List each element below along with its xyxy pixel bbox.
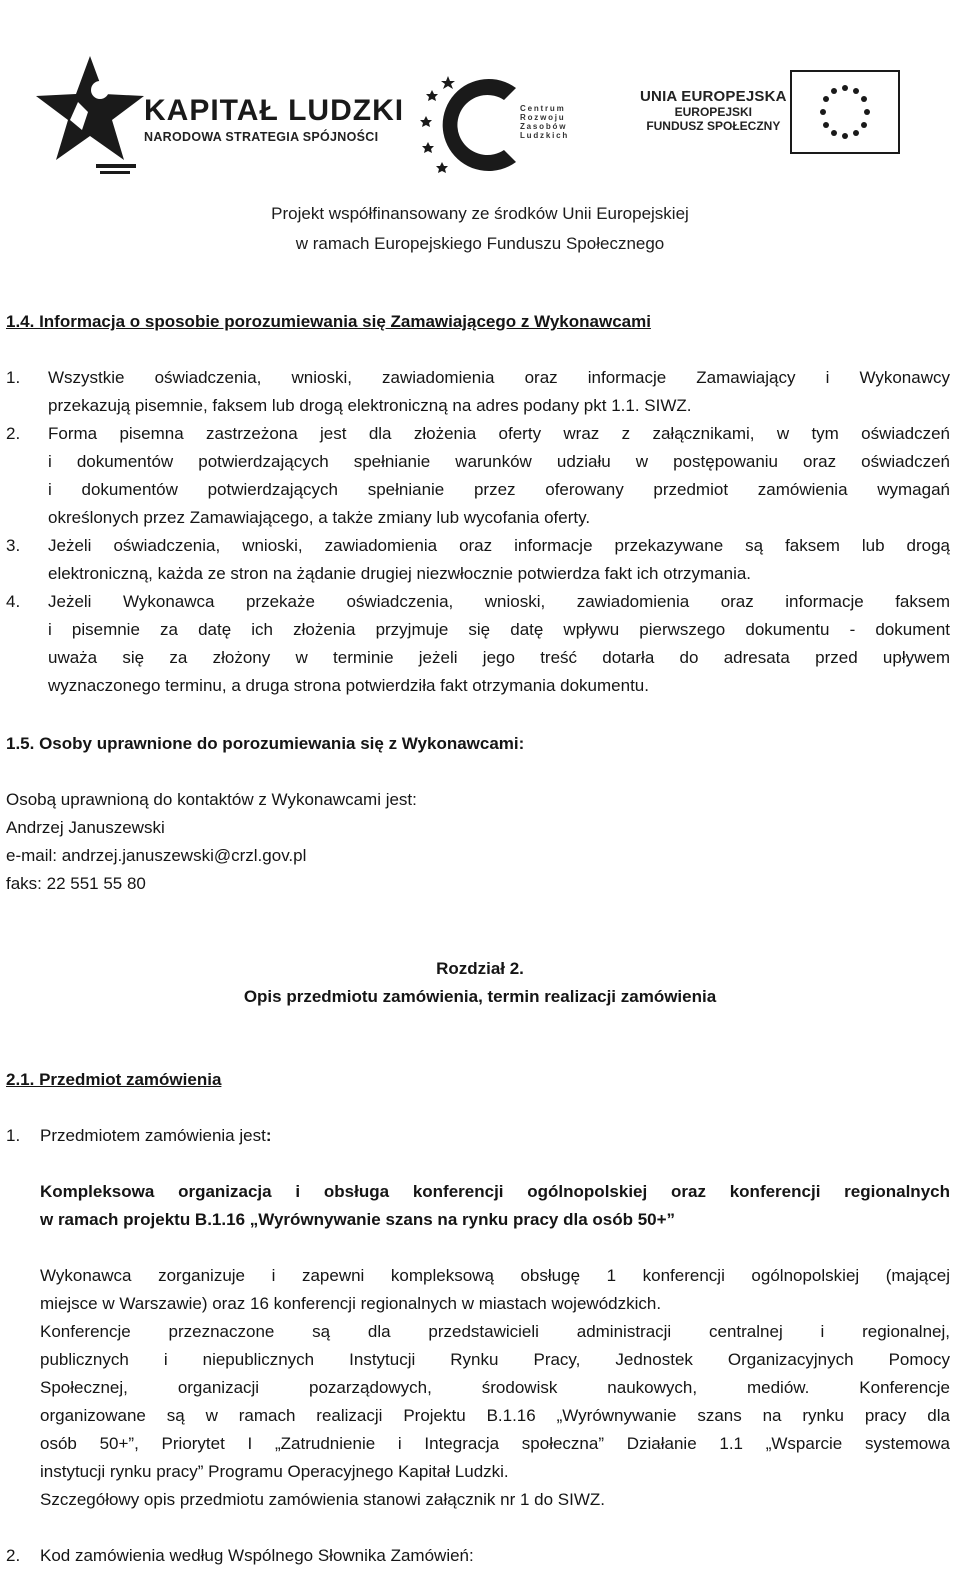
list-item-text: Wszystkie oświadczenia, wnioski, zawiadomienia oraz informacje Zamawiający i Wykonawcy [48,368,950,387]
description-line: Społecznej, organizacji pozarządowych, środowisk naukowych, mediów. Konferencje [40,1378,950,1397]
description-line: instytucji rynku pracy” Programu Operacyjnego Kapitał Ludzki. [40,1462,509,1481]
description-line: Konferencje przeznaczone są dla przedstawicieli administracji centralnej i regionalnej, [40,1322,950,1341]
list-item-number: 3. [6,536,21,555]
cpv-code-label: Kod zamówienia według Wspólnego Słownika Zamówień: [40,1546,474,1565]
subject-title: Kompleksowa organizacja i obsługa konferencji ogólnopolskiej oraz konferencji regionalnych [40,1182,950,1201]
list-item-number: 1. [6,368,21,387]
crzl-emblem-icon [420,70,520,180]
section-2-1-heading: 2.1. Przedmiot zamówienia [6,1070,222,1089]
crzl-logo-text: Centrum Rozwoju Zasobów Ludzkich [520,104,570,140]
description-line: Wykonawca zorganizuje i zapewni kompleksową obsługę 1 konferencji ogólnopolskiej (mającej [40,1266,950,1285]
list-item-text: elektroniczną, każda ze stron na żądanie drugiej niezwłocznie potwierdza fakt ich otrzymania. [48,564,752,583]
description-line: miejsce w Warszawie) oraz 16 konferencji regionalnych w miastach wojewódzkich. [40,1294,662,1313]
cofinancing-caption-line1: Projekt współfinansowany ze środków Unii Europejskiej [271,204,689,223]
section-1-4-heading: 1.4. Informacja o sposobie porozumiewania się Zamawiającego z Wykonawcami [6,312,651,331]
list-item-text: przekazują pisemnie, faksem lub drogą elektroniczną na adres podany pkt 1.1. SIWZ. [48,396,692,415]
list-item-text: określonych przez Zamawiającego, a także zmiany lub wycofania oferty. [48,508,591,527]
list-item-text: i pisemnie za datę ich złożenia przyjmuje się datę wpływu pierwszego dokumentu - dokument [48,620,950,639]
description-line: osób 50+”, Priorytet I „Zatrudnienie i Integracja społeczna” Działanie 1.1 „Wsparcie systemowa [40,1434,950,1453]
list-item-text: Jeżeli Wykonawca przekaże oświadczenia, wnioski, zawiadomienia oraz informacje faksem [48,592,950,611]
contact-email: e-mail: andrzej.januszewski@crzl.gov.pl [6,846,307,865]
kapital-ludzki-emblem-icon [30,50,150,180]
kapital-ludzki-name: KAPITAŁ LUDZKI [144,94,405,127]
contact-intro: Osobą uprawnioną do kontaktów z Wykonawcami jest: [6,790,417,809]
chapter-subtitle: Opis przedmiotu zamówienia, termin realizacji zamówienia [243,987,717,1006]
description-line: organizowane są w ramach realizacji Projektu B.1.16 „Wyrównywanie szans na rynku pracy dla [40,1406,950,1425]
subject-title: w ramach projektu B.1.16 „Wyrównywanie szans na rynku pracy dla osób 50+” [40,1210,676,1229]
list-item-number: 4. [6,592,21,611]
chapter-title: Rozdział 2. [436,959,524,978]
list-item-text: uważa się za złożony w terminie jeżeli jego treść dotarła do adresata przed upływem [48,648,950,667]
kapital-ludzki-subtitle: NARODOWA STRATEGIA SPÓJNOŚCI [144,130,379,144]
logo-band [30,30,910,190]
list-item-number: 2. [6,424,21,443]
description-line: publicznych i niepublicznych Instytucji Rynku Pracy, Jednostek Organizacyjnych Pomocy [40,1350,950,1369]
list-item-text: i dokumentów potwierdzających spełnianie przez oferowany przedmiot zamówienia wymagań [48,480,950,499]
contact-fax: faks: 22 551 55 80 [6,874,146,893]
list-item-text: i dokumentów potwierdzających spełnianie warunków udziału w postępowaniu oraz oświadczeń [48,452,950,471]
subject-label: Przedmiotem zamówienia jest: [40,1126,272,1145]
list-item-number: 1. [6,1126,21,1145]
list-item-text: Jeżeli oświadczenia, wnioski, zawiadomienia oraz informacje przekazywane są faksem lub drogą [48,536,950,555]
description-line: Szczegółowy opis przedmiotu zamówienia stanowi załącznik nr 1 do SIWZ. [40,1490,606,1509]
contact-name: Andrzej Januszewski [6,818,165,837]
list-item-text: wyznaczonego terminu, a druga strona potwierdziła fakt otrzymania dokumentu. [48,676,649,695]
ue-logo-text: UNIA EUROPEJSKA EUROPEJSKI FUNDUSZ SPOŁECZNY [640,88,787,133]
section-1-5-heading: 1.5. Osoby uprawnione do porozumiewania się z Wykonawcami: [6,734,525,753]
list-item-number: 2. [6,1546,21,1565]
crzl-logo [420,70,610,180]
eu-flag-icon [790,70,900,154]
kapital-ludzki-logo [144,94,404,144]
list-item-text: Forma pisemna zastrzeżona jest dla złożenia oferty wraz z załącznikami, w tym oświadczeń [48,424,950,443]
cofinancing-caption-line2: w ramach Europejskiego Funduszu Społecznego [295,234,665,253]
